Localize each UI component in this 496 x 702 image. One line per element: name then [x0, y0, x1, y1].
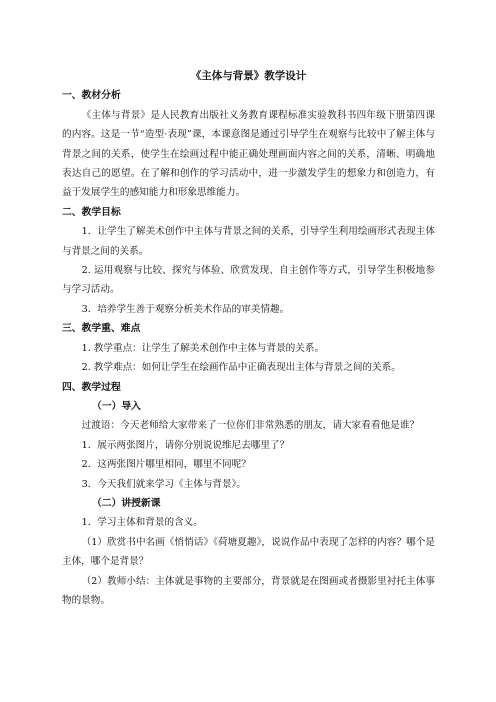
- subsection-heading-intro: （一）导入: [92, 400, 141, 412]
- list-item: 3．今天我们就来学习《主体与背景》。: [81, 478, 246, 490]
- list-item: 2. 运用观察与比较、探究与体验、欣赏发现、自主创作等方式，引导学生积极地参与学习活动。: [62, 265, 435, 296]
- list-item: 1．让学生了解美术创作中主体与背景之间的关系，引导学生利用绘画形式表现主体与背景之间的关系。: [62, 226, 435, 257]
- list-item: 1．展示两张图片，请你分别说说维尼去哪里了？: [81, 439, 290, 451]
- document-body: [62, 67, 435, 610]
- list-item: 1．学习主体和背景的含义。: [81, 517, 203, 529]
- list-item: 2. 教学难点：如何让学生在绘画作品中正确表现出主体与背景之间的关系。: [81, 362, 401, 374]
- paragraph: 过渡语：今天老师给大家带来了一位你们非常熟悉的朋友，请大家看看他是谁？: [81, 420, 420, 432]
- section-heading-materials: 一、教材分析: [62, 90, 121, 102]
- list-item: 2．这两张图片哪里相同，哪里不同呢？: [81, 459, 251, 471]
- list-item: 1. 教学重点：让学生了解美术创作中主体与背景的关系。: [81, 342, 325, 354]
- section-heading-process: 四、教学过程: [62, 381, 121, 393]
- paragraph: 《主体与背景》是人民教育出版社义务教育课程标准实验教科书四年级下册第四课的内容。这是一节“造型·表现”课，本课意图是通过引导学生在观察与比较中了解主体与背景之间的关系，使学生在绘画过程中能正确处理画面内容之间的关系，清晰、明确地表达自己的愿望。在了解和创作的学习活动中，进一步激发学生的想象力和创造力，有益于发展学生的感知能力和形象思维能力。: [62, 109, 435, 199]
- list-item: （2）教师小结：主体就是事物的主要部分，背景就是在图画或者摄影里衬托主体事物的景物。: [62, 575, 435, 606]
- list-item: 3．培养学生善于观察分析美术作品的审美情趣。: [81, 303, 290, 315]
- section-heading-key-points: 三、教学重、难点: [62, 323, 141, 335]
- section-heading-objectives: 二、教学目标: [62, 206, 121, 218]
- list-item: （1）欣赏书中名画《悄悄话》《荷塘夏趣》，说说作品中表现了怎样的内容？哪个是主体，哪个是背景？: [62, 536, 435, 568]
- subsection-heading-new-lesson: （二）讲授新课: [92, 497, 161, 509]
- document-title: 《主体与背景》教学设计: [190, 70, 307, 82]
